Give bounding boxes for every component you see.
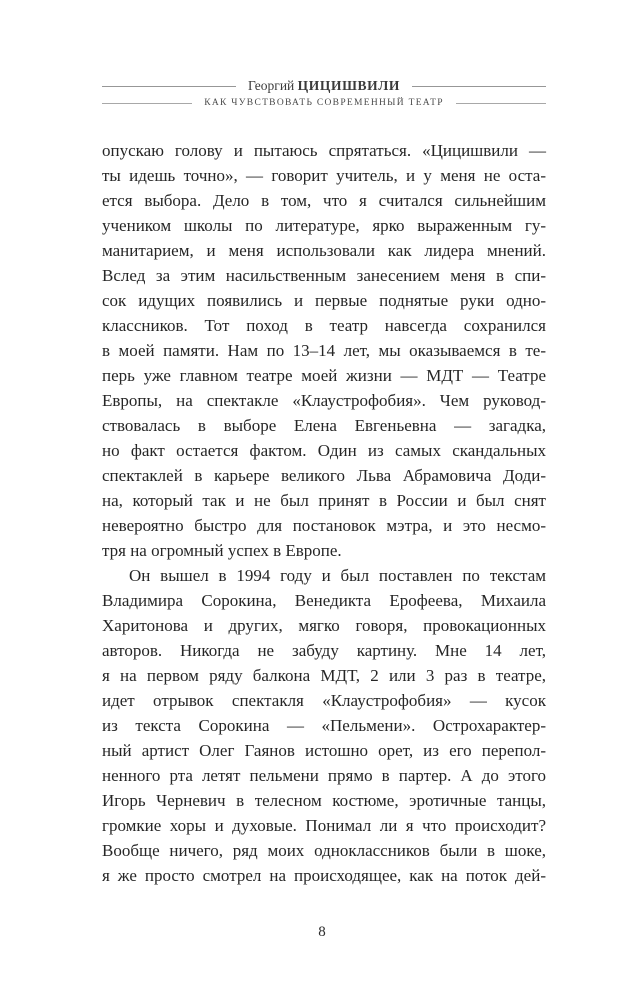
running-head-author-row <box>102 78 546 94</box>
text-line: ствовалась в выборе Елена Евгеньевна — загадка, <box>102 416 546 435</box>
text-line: в моей памяти. Нам по 13–14 лет, мы оказываемся в те- <box>102 341 546 360</box>
text-line: Европы, на спектакле «Клаустрофобия». Чем руковод- <box>102 391 546 410</box>
text-line: Он вышел в 1994 году и был поставлен по текстам <box>129 566 546 585</box>
text-line: классников. Тот поход в театр навсегда сохранился <box>102 316 546 335</box>
text-line: манитарием, и меня использовали как лидера мнений. <box>102 241 546 260</box>
text-line: Вслед за этим насильственным занесением меня в спи- <box>102 266 546 285</box>
text-line: ненного рта летят пельмени прямо в партер. А до этого <box>102 766 546 785</box>
text-line: идет отрывок спектакля «Клаустрофобия» — кусок <box>102 691 546 710</box>
text-block <box>102 138 546 888</box>
author-first-name: Георгий <box>248 78 295 93</box>
paragraph <box>102 138 546 563</box>
text-line: но факт остается фактом. Один из самых скандальных <box>102 441 546 460</box>
text-line: Владимира Сорокина, Венедикта Ерофеева, Михаила <box>102 591 546 610</box>
running-head <box>102 78 546 108</box>
text-line: спектаклей в карьере великого Льва Абрамовича Доди- <box>102 466 546 485</box>
running-head-title-row <box>102 98 546 108</box>
title-rule-left <box>102 103 192 104</box>
book-title: КАК ЧУВСТВОВАТЬ СОВРЕМЕННЫЙ ТЕАТР <box>204 98 444 108</box>
text-line: учеником школы по литературе, ярко выраженным гу- <box>102 216 546 235</box>
author-name <box>248 78 400 94</box>
text-line: Игорь Черневич в телесном костюме, эротичные танцы, <box>102 791 546 810</box>
text-line: тря на огромный успех в Европе. <box>102 541 342 560</box>
text-line: Харитонова и других, мягко говоря, провокационных <box>102 616 546 635</box>
text-line: я же просто смотрел на происходящее, как на поток дей- <box>102 866 546 885</box>
text-line: я на первом ряду балкона МДТ, 2 или 3 раз в театре, <box>102 666 546 685</box>
text-line: перь уже главном театре моей жизни — МДТ — Театре <box>102 366 546 385</box>
text-line: опускаю голову и пытаюсь спрятаться. «Цицишвили — <box>102 141 546 160</box>
title-rule-right <box>456 103 546 104</box>
header-rule-right <box>412 86 546 87</box>
text-line: ется выбора. Дело в том, что я считался сильнейшим <box>102 191 546 210</box>
text-line: громкие хоры и духовые. Понимал ли я что происходит? <box>102 816 546 835</box>
text-line: невероятно быстро для постановок мэтра, и это несмо- <box>102 516 546 535</box>
author-last-name: ЦИЦИШВИЛИ <box>297 78 400 93</box>
text-line: ный артист Олег Гаянов истошно орет, из его перепол- <box>102 741 546 760</box>
text-line: из текста Сорокина — «Пельмени». Острохарактер- <box>102 716 546 735</box>
text-line: Вообще ничего, ряд моих одноклассников были в шоке, <box>102 841 546 860</box>
text-line: авторов. Никогда не забуду картину. Мне 14 лет, <box>102 641 546 660</box>
page-number: 8 <box>318 924 326 940</box>
text-line: сок идущих появились и первые поднятые руки одно- <box>102 291 546 310</box>
paragraph <box>102 563 546 888</box>
text-line: на, который так и не был принят в России и был снят <box>102 491 546 510</box>
text-line: ты идешь точно», — говорит учитель, и у меня не оста- <box>102 166 546 185</box>
header-rule-left <box>102 86 236 87</box>
